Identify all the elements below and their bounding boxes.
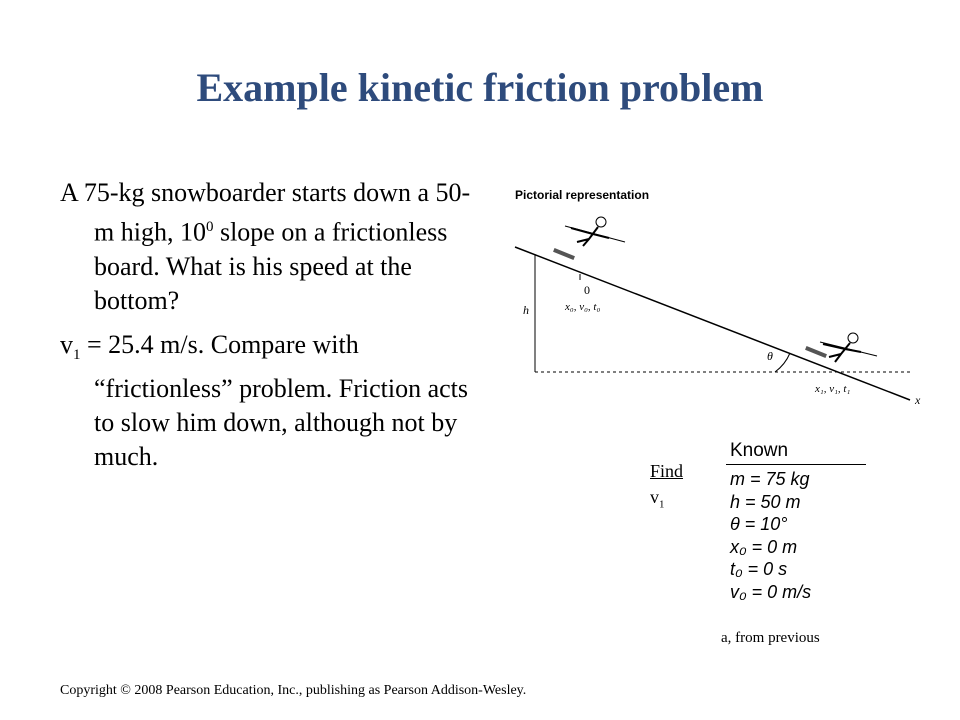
find-box: [650, 458, 683, 518]
known-item: v₀ = 0 m/s: [730, 581, 812, 602]
pictorial-diagram: [505, 182, 930, 417]
known-item: t₀ = 0 s: [730, 559, 788, 579]
known-divider: [726, 464, 866, 465]
angle-arc: [775, 353, 790, 372]
label-start: x₀, v₀, t₀: [565, 301, 601, 313]
label-zero: 0: [584, 283, 590, 297]
problem-statement: A 75-kg snowboarder starts down a 50-m high, $10^0$ slope on a frictionless board. What is his speed at the bottom?: [60, 178, 471, 315]
copyright-footer: Copyright © 2008 Pearson Education, Inc., publishing as Pearson Addison-Wesley.: [60, 683, 527, 698]
label-x-axis: x: [915, 393, 921, 407]
problem-text: [60, 176, 480, 484]
skier-top-icon: [553, 217, 625, 260]
label-end: x₁, v₁, t₁: [815, 383, 851, 395]
slope-line: [515, 247, 910, 400]
known-list: [726, 440, 871, 603]
skier-bottom-icon: [805, 333, 877, 362]
figure-caption: a, from previous: [721, 630, 820, 646]
known-item: x₀ = 0 m: [730, 536, 798, 557]
diagram-title: Pictorial representation: [515, 188, 650, 202]
known-item: m = 75 kg: [730, 469, 810, 489]
known-item: θ = 10°: [730, 514, 788, 534]
find-variable: $v_1$: [650, 487, 665, 511]
known-heading: Known: [730, 440, 789, 461]
known-item: h = 50 m: [730, 491, 801, 512]
label-theta: θ: [767, 349, 773, 363]
slide-title: Example kinetic friction problem: [196, 65, 764, 110]
slope-drawing: [505, 182, 930, 417]
answer-statement: $v_1 = 25.4$ m/s. Compare with “frictionless” problem. Friction acts to slow him down, although not by much.: [60, 329, 469, 471]
find-label: Find: [650, 461, 684, 481]
label-h: h: [523, 303, 529, 317]
